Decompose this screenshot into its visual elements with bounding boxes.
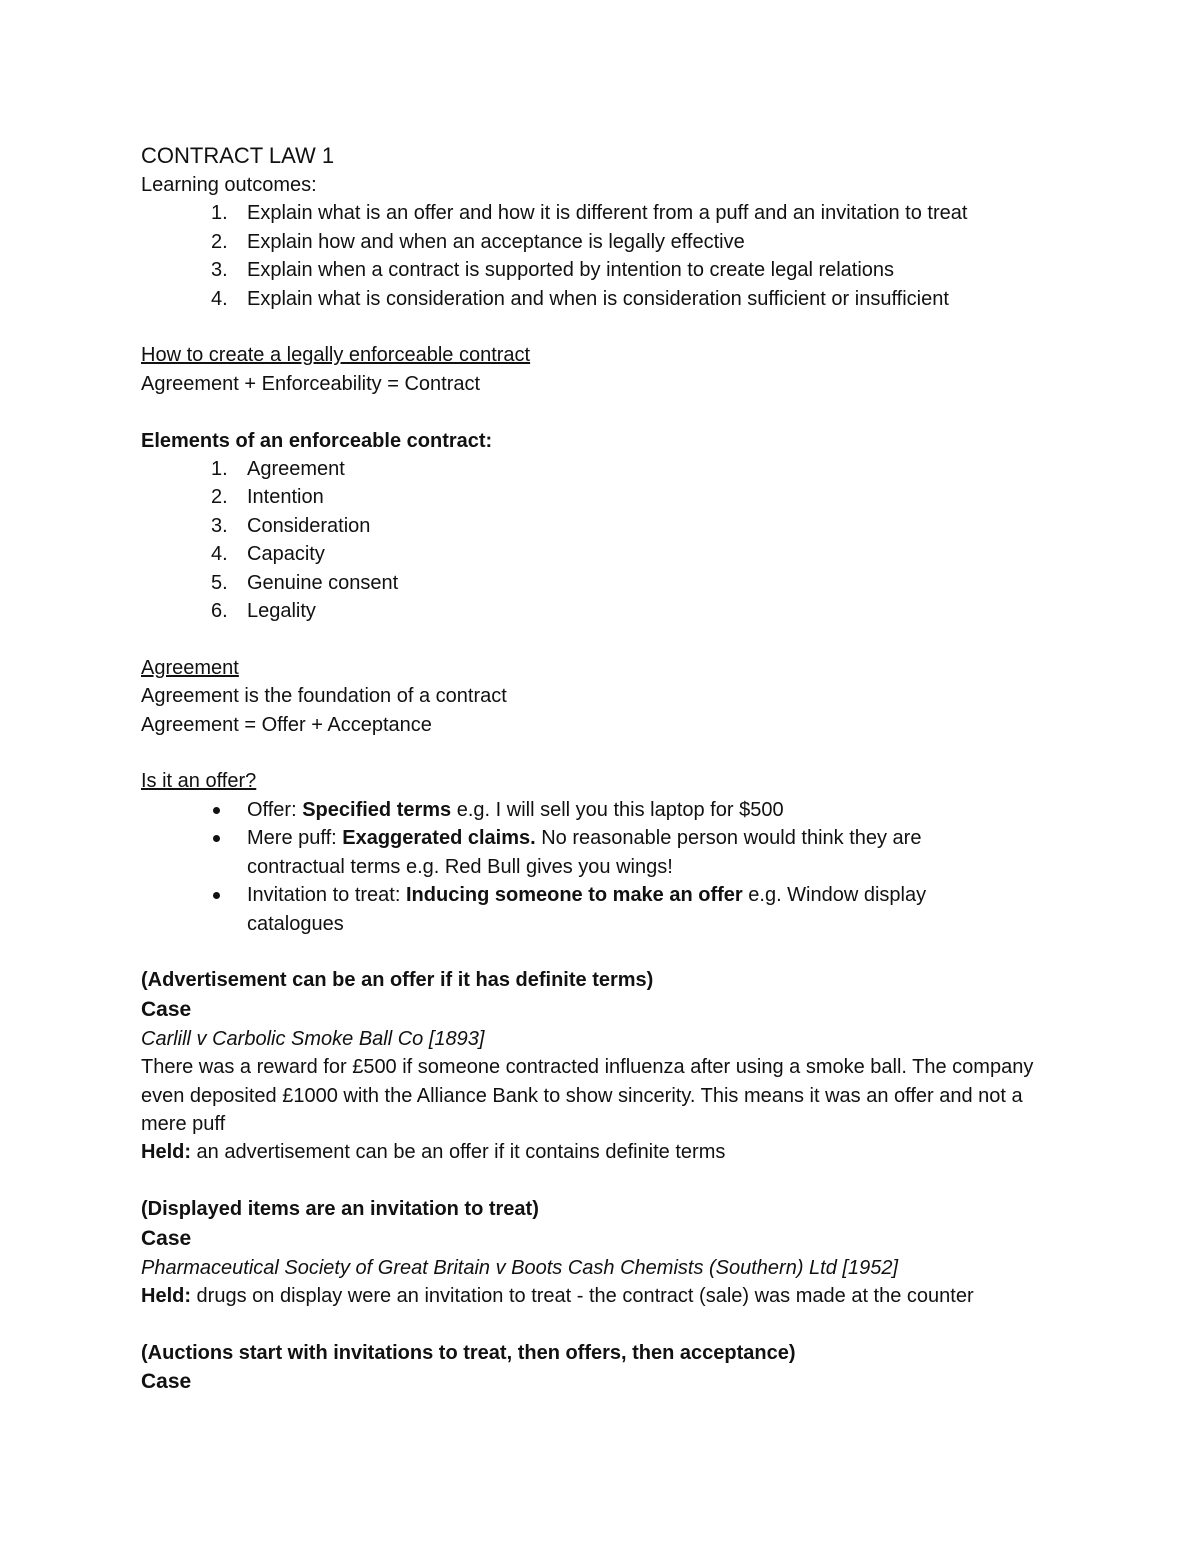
agreement-heading: Agreement (141, 656, 239, 679)
list-item: 2. Explain how and when an acceptance is legally effective (211, 230, 745, 253)
create-contract-formula: Agreement + Enforceability = Contract (141, 372, 481, 395)
list-item: 4. Explain what is consideration and when is consideration sufficient or insufficient (211, 287, 949, 310)
list-item: Offer: Specified terms e.g. I will sell you this laptop for $500 (141, 796, 987, 824)
bullet-icon (213, 892, 220, 899)
bullet-icon (213, 807, 220, 814)
case-1-facts: There was a reward for £500 if someone contracted influenza after using a smoke ball. The company even deposited £1000 with the Alliance Bank to show sincerity. This means it was an offer and not a mere puff (141, 1056, 1034, 1135)
list-item: 6. Legality (211, 600, 316, 623)
elements-heading: Elements of an enforceable contract: (141, 429, 493, 452)
list-item: 1. Agreement (211, 458, 345, 481)
list-item: Mere puff: Exaggerated claims. No reasonable person would think they are contractual terms e.g. Red Bull gives you wings! (141, 824, 987, 881)
elements-list (141, 455, 1061, 625)
case-3-note: (Auctions start with invitations to treat, then offers, then acceptance) (141, 1341, 796, 1364)
agreement-line-2: Agreement = Offer + Acceptance (141, 713, 432, 736)
list-item: 1. Explain what is an offer and how it is different from a puff and an invitation to treat (211, 202, 968, 225)
case-2-label: Case (141, 1226, 192, 1250)
case-2-held: Held: drugs on display were an invitation to treat - the contract (sale) was made at the counter (141, 1284, 974, 1307)
list-item: 5. Genuine consent (211, 571, 399, 594)
case-2-note: (Displayed items are an invitation to treat) (141, 1198, 539, 1221)
create-contract-heading: How to create a legally enforceable contract (141, 344, 531, 367)
list-item: 4. Capacity (211, 543, 325, 566)
is-offer-heading: Is it an offer? (141, 770, 257, 793)
bullet-icon (213, 835, 220, 842)
list-item: 2. Intention (211, 486, 324, 509)
list-item: 3. Explain when a contract is supported by intention to create legal relations (211, 259, 895, 282)
is-offer-list (141, 796, 1061, 938)
case-1-label: Case (141, 997, 192, 1021)
case-1-held: Held: an advertisement can be an offer if it contains definite terms (141, 1141, 726, 1164)
list-item: Invitation to treat: Inducing someone to make an offer e.g. Window display catalogues (141, 881, 987, 938)
document-title: CONTRACT LAW 1 (141, 143, 335, 168)
document-page (141, 141, 1061, 1397)
agreement-line-1: Agreement is the foundation of a contract (141, 685, 507, 708)
learning-outcomes-list (141, 199, 1061, 313)
case-2-name: Pharmaceutical Society of Great Britain v Boots Cash Chemists (Southern) Ltd [1952] (141, 1256, 899, 1279)
case-3-label: Case (141, 1370, 192, 1394)
case-1-name: Carlill v Carbolic Smoke Ball Co [1893] (141, 1027, 485, 1050)
case-1-note: (Advertisement can be an offer if it has definite terms) (141, 969, 654, 992)
list-item: 3. Consideration (211, 514, 371, 537)
learning-outcomes-heading: Learning outcomes: (141, 174, 317, 196)
